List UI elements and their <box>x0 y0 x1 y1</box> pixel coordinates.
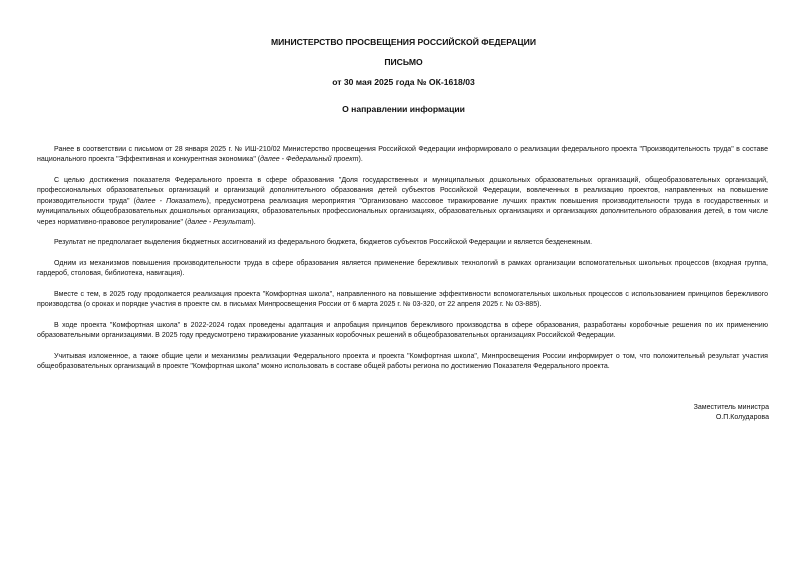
document-date-number: от 30 мая 2025 года № ОК-1618/03 <box>332 77 475 87</box>
paragraph-2: С целью достижения показателя Федерального проекта в сфере образования "Доля государственных и муниципальных дошкольных образовательных организаций, общеобразовательных организаций, профессиональных образовательных организаций и организаций дополнительного образования детей субъектов Российской Федерации, вовлеченных в реализацию проектов, направленных на повышение производительности труда" (далее - Показатель), предусмотрена реализация мероприятия "Организовано массовое тиражирование лучших практик повышения производительности труда в государственных и муниципальных общеобразовательных дошкольных организациях, образовательных профессиональных организациях, образовательных организациях и организациях дополнительного образования детей, в том числе через нормативно-правовое регулирование" (далее - Результат). <box>37 177 768 226</box>
paragraph-3: Результат не предполагает выделения бюджетных ассигнований из федерального бюджета, бюджетов субъектов Российской Федерации и является безденежным. <box>54 239 593 246</box>
document-subject: О направлении информации <box>342 104 465 114</box>
signatory-position: Заместитель министра <box>693 404 769 411</box>
paragraph-7: Учитывая изложенное, а также общие цели и механизмы реализации Федерального проекта и проекта "Комфортная школа", Минпросвещения России информирует о том, что положительный результат участия общеобразовательных организаций в проекте "Комфортная школа" можно использовать в составе общей работы региона по достижению Показателя Федерального проекта. <box>37 353 768 371</box>
paragraph-4: Одним из механизмов повышения производительности труда в сфере образования является применение бережливых технологий в рамках организации вспомогательных школьных процессов (входная группа, гардероб, столовая, библиотека, навигация). <box>37 260 768 278</box>
ministry-heading: МИНИСТЕРСТВО ПРОСВЕЩЕНИЯ РОССИЙСКОЙ ФЕДЕРАЦИИ <box>270 37 537 47</box>
signatory-name: О.П.Колударова <box>715 414 769 422</box>
paragraph-1: Ранее в соответствии с письмом от 28 января 2025 г. № ИШ-210/02 Министерство просвещения Российской Федерации информировало о реализации федерального проекта "Производительность труда" в составе национального проекта "Эффективная и конкурентная экономика" (далее - Федеральный проект). <box>37 146 768 164</box>
paragraph-5: Вместе с тем, в 2025 году продолжается реализация проекта "Комфортная школа", направленного на повышение эффективности вспомогательных школьных процессов с использованием принципов бережливого производства (о сроках и порядке участия в проекте см. в письмах Минпросвещения России от 6 марта 2025 г. № 03-320, от 22 апреля 2025 г. № 03-885). <box>37 291 768 309</box>
paragraph-6: В ходе проекта "Комфортная школа" в 2022-2024 годах проведены адаптация и апробация принципов бережливого производства в сфере образования, разработаны коробочные решения по их применению образовательными организациями. В 2025 году предусмотрено тиражирование указанных коробочных решений в общеобразовательных организациях Российской Федерации. <box>37 322 768 340</box>
signature-block <box>694 403 769 424</box>
document-type: ПИСЬМО <box>384 57 423 67</box>
